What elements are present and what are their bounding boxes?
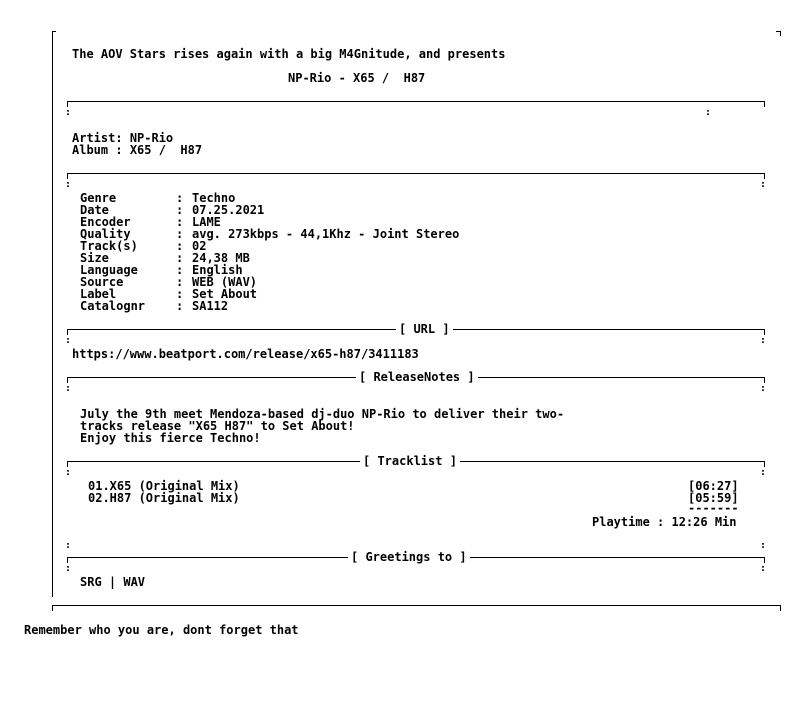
track-time: [06:27]: [688, 479, 739, 493]
info-value: Set About: [192, 287, 258, 301]
colon-dot: :: [65, 383, 72, 394]
frame-left-border: [52, 31, 53, 597]
frame-bottom-tick-right: [780, 605, 781, 611]
colon-dot: :: [760, 179, 767, 190]
playtime-row: Playtime : 12:26 Min: [592, 515, 737, 529]
footer-text: Remember who you are, dont forget that: [24, 623, 299, 637]
info-sep: :: [176, 239, 184, 253]
greetings-title: [ Greetings to ]: [348, 551, 470, 563]
release-notes-line: July the 9th meet Mendoza-based dj-duo NP-Rio to deliver their two-: [80, 407, 565, 421]
colon-dot: :: [760, 383, 767, 394]
tracklist-separator: -------: [688, 501, 739, 515]
colon-dot: :: [65, 540, 72, 551]
release-notes-line: Enjoy this fierce Techno!: [80, 431, 261, 445]
colon-dot: :: [705, 107, 712, 118]
colon-dot: :: [760, 467, 767, 478]
info-sep: :: [176, 203, 184, 217]
info-sep: :: [176, 227, 184, 241]
info-sep: :: [176, 299, 184, 313]
header-intro: The AOV Stars rises again with a big M4Gnitude, and presents: [72, 47, 506, 61]
album-row: Album : X65 / H87: [72, 143, 203, 157]
info-key: Size: [80, 251, 109, 265]
info-key: Date: [80, 203, 109, 217]
colon-dot: :: [760, 540, 767, 551]
info-key: Catalognr: [80, 299, 146, 313]
info-key: Label: [80, 287, 117, 301]
colon-dot: :: [65, 563, 72, 574]
header-release-title: NP-Rio - X65 / H87: [288, 71, 426, 85]
colon-dot: :: [65, 335, 72, 346]
greetings-text: SRG | WAV: [80, 575, 146, 589]
info-value: WEB (WAV): [192, 275, 258, 289]
artist-row: Artist: NP-Rio: [72, 131, 174, 145]
info-key: Source: [80, 275, 124, 289]
track-name: 02.H87 (Original Mix): [88, 491, 240, 505]
frame-right-tick: [780, 31, 781, 36]
info-sep: :: [176, 191, 184, 205]
info-value: 07.25.2021: [192, 203, 265, 217]
colon-dot: :: [65, 179, 72, 190]
artist-label: Artist: [72, 131, 116, 145]
info-sep: :: [176, 251, 184, 265]
playtime-value: 12:26 Min: [671, 515, 737, 529]
section-divider: [67, 101, 765, 102]
info-key: Quality: [80, 227, 131, 241]
frame-bottom-border: [52, 605, 780, 606]
track-name: 01.X65 (Original Mix): [88, 479, 240, 493]
release-notes-line: tracks release "X65 H87" to Set About!: [80, 419, 355, 433]
url-section-title: [ URL ]: [396, 323, 453, 335]
info-value: LAME: [192, 215, 221, 229]
info-value: avg. 273kbps - 44,1Khz - Joint Stereo: [192, 227, 460, 241]
info-key: Language: [80, 263, 138, 277]
colon-dot: :: [760, 563, 767, 574]
info-key: Track(s): [80, 239, 138, 253]
track-time: [05:59]: [688, 491, 739, 505]
colon-dot: :: [65, 107, 72, 118]
release-notes-title: [ ReleaseNotes ]: [356, 371, 478, 383]
album-label: Album: [72, 143, 109, 157]
info-key: Genre: [80, 191, 117, 205]
frame-bottom-tick-left: [52, 605, 53, 611]
info-sep: :: [176, 215, 184, 229]
playtime-label: Playtime: [592, 515, 650, 529]
info-key: Encoder: [80, 215, 131, 229]
info-sep: :: [176, 287, 184, 301]
info-sep: :: [176, 263, 184, 277]
info-sep: :: [176, 275, 184, 289]
section-divider-tick: [764, 101, 765, 107]
artist-value: NP-Rio: [129, 131, 174, 145]
section-divider: [67, 173, 765, 174]
info-value: Techno: [192, 191, 236, 205]
frame-top-border: [52, 31, 56, 32]
colon-dot: :: [65, 467, 72, 478]
tracklist-title: [ Tracklist ]: [360, 455, 460, 467]
info-value: English: [192, 263, 243, 277]
album-value: X65 / H87: [129, 143, 203, 157]
colon-dot: :: [760, 335, 767, 346]
release-url-link[interactable]: https://www.beatport.com/release/x65-h87/3411183: [72, 347, 419, 361]
info-value: SA112: [192, 299, 229, 313]
info-value: 24,38 MB: [192, 251, 250, 265]
info-value: 02: [192, 239, 207, 253]
